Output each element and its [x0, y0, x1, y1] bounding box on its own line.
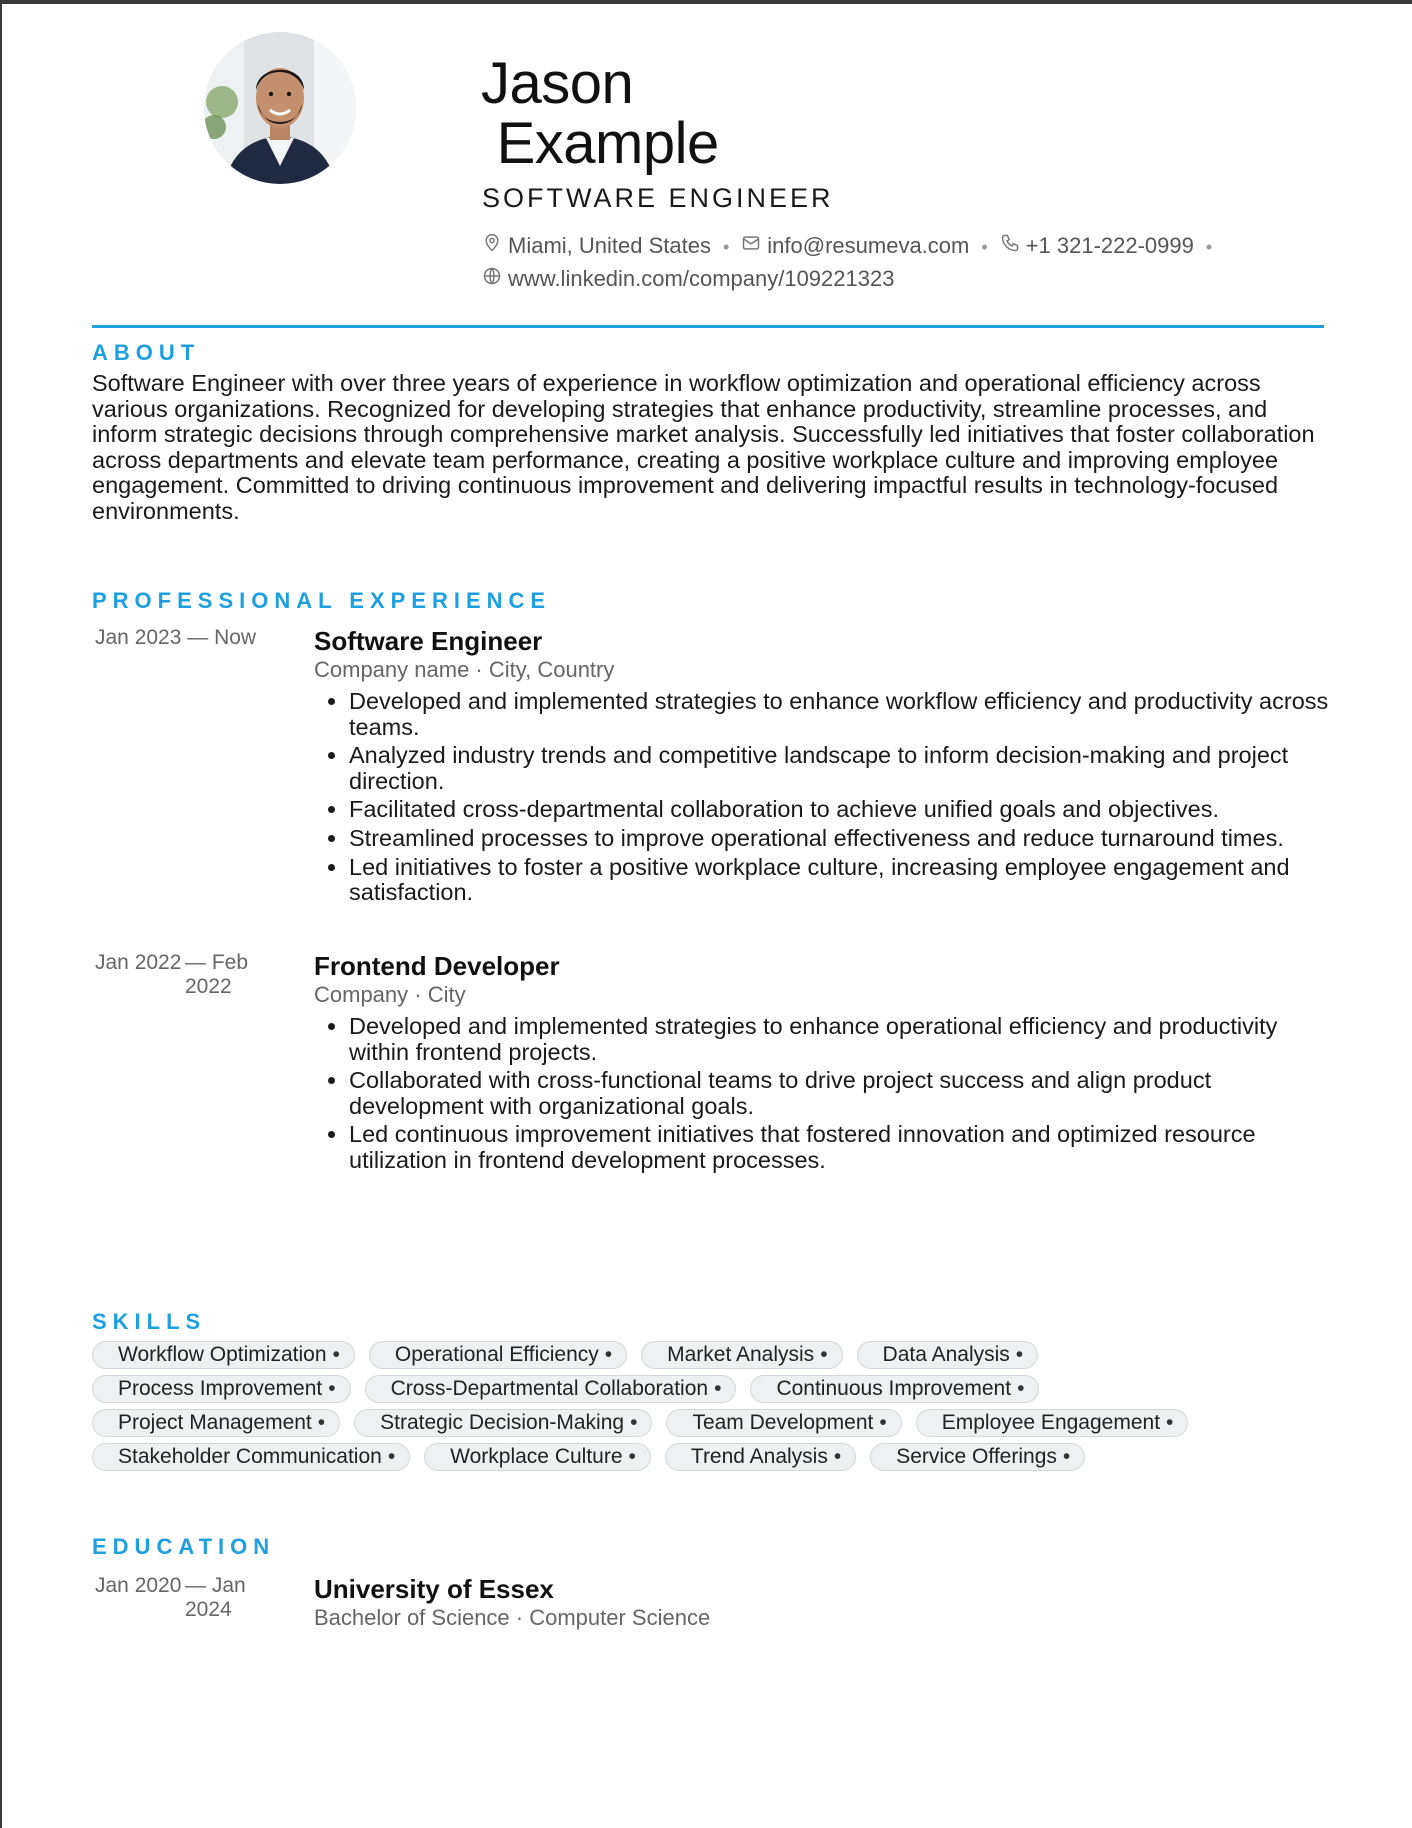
skill-separator: • — [387, 1445, 396, 1468]
skill-row — [92, 1409, 1332, 1437]
job-body — [314, 626, 1334, 909]
skill-chip — [750, 1375, 1039, 1403]
skill-separator: • — [1015, 1343, 1024, 1366]
skill-row — [92, 1443, 1332, 1471]
job-bullets — [314, 689, 1334, 906]
job-bullet: • Led continuous improvement initiatives that fostered innovation and optimized resource utilization in frontend development processes. — [349, 1122, 1334, 1173]
skill-separator: • — [714, 1377, 722, 1400]
education-heading: EDUCATION — [92, 1534, 276, 1559]
job-headline: SOFTWARE ENGINEER — [482, 183, 834, 213]
skill-chip — [365, 1375, 737, 1403]
skill-separator: • — [604, 1343, 613, 1366]
job-bullets — [314, 1014, 1334, 1174]
separator-dot: • — [1205, 237, 1213, 257]
skill-chip — [641, 1341, 842, 1369]
skill-label: Cross-Departmental Collaboration — [390, 1377, 709, 1400]
window-top-border — [0, 0, 1412, 4]
job-bullet: • Led initiatives to foster a positive workplace culture, increasing employee engagement and satisfaction. — [349, 855, 1334, 906]
job-bullet: • Facilitated cross-departmental collaboration to achieve unified goals and objectives. — [349, 797, 1334, 823]
skill-label: Market Analysis — [667, 1343, 815, 1366]
profile-photo — [204, 32, 356, 184]
skill-label: Project Management — [118, 1411, 312, 1434]
skill-chip — [870, 1443, 1085, 1471]
skill-row — [92, 1341, 1332, 1369]
date-to: — Feb 2022 — [185, 951, 249, 998]
skill-separator: • — [1017, 1377, 1025, 1400]
skill-chip — [92, 1341, 355, 1369]
skill-separator: • — [317, 1411, 326, 1434]
job-company: Company · City — [314, 982, 466, 1007]
date-from: Jan 2020 — [95, 1574, 182, 1597]
skill-chip — [665, 1443, 856, 1471]
candidate-name: Jason Example — [481, 51, 719, 176]
skill-separator: • — [833, 1445, 842, 1468]
skill-label: Trend Analysis — [690, 1445, 828, 1468]
job-bullet: • Developed and implemented strategies to enhance workflow efficiency and productivity across teams. — [349, 689, 1334, 740]
phone-icon — [1000, 230, 1020, 262]
date-to: — Jan 2024 — [185, 1574, 246, 1621]
job-bullet: • Streamlined processes to improve operational effectiveness and reduce turnaround times. — [349, 826, 1334, 852]
skill-separator: • — [1166, 1411, 1174, 1434]
skill-row — [92, 1375, 1332, 1403]
skill-label: Workflow Optimization — [118, 1343, 327, 1366]
about-text: Software Engineer with over three years of experience in workflow optimization and operational efficiency across various organizations. Recognized for developing strategies that enhance productivity, streamline processes, and inform strategic decisions through comprehensive market analysis. Successfully led initiatives that foster collaboration across departments and elevate team performance, creating a positive workplace culture and improving employee engagement. Committed to driving continuous improvement and delivering impactful results in technology-focused environments. — [92, 370, 1315, 524]
website-link[interactable]: www.linkedin.com/company/109221323 — [508, 266, 895, 291]
job-dates — [95, 951, 285, 999]
job-title: Software Engineer — [314, 626, 543, 656]
degree: Bachelor of Science · Computer Science — [314, 1605, 711, 1630]
education-dates — [95, 1574, 285, 1622]
email-link[interactable]: info@resumeva.com — [767, 233, 970, 258]
contact-website[interactable] — [482, 263, 894, 295]
skill-label: Employee Engagement — [941, 1411, 1161, 1434]
school-name: University of Essex — [314, 1574, 554, 1604]
skill-label: Operational Efficiency — [394, 1343, 599, 1366]
skill-label: Team Development — [692, 1411, 874, 1434]
education-body — [314, 1574, 1334, 1631]
about-heading: ABOUT — [92, 340, 201, 365]
skill-separator: • — [1062, 1445, 1071, 1468]
phone-link[interactable]: +1 321-222-0999 — [1025, 233, 1194, 258]
skill-label: Process Improvement — [118, 1377, 323, 1400]
map-pin-icon — [482, 230, 502, 262]
contact-phone[interactable] — [1000, 230, 1194, 262]
skill-chip — [857, 1341, 1039, 1369]
skill-chip — [354, 1409, 652, 1437]
skill-chip — [92, 1443, 410, 1471]
skill-separator: • — [630, 1411, 638, 1434]
skill-separator: • — [820, 1343, 828, 1366]
skill-chip — [916, 1409, 1189, 1437]
skill-label: Stakeholder Communication — [118, 1445, 382, 1468]
skills-heading: SKILLS — [92, 1309, 207, 1334]
skill-label: Data Analysis — [882, 1343, 1010, 1366]
skill-separator: • — [332, 1343, 340, 1366]
skill-separator: • — [879, 1411, 887, 1434]
separator-dot: • — [722, 237, 730, 257]
date-from: Jan 2022 — [95, 951, 182, 974]
job-dates: Jan 2023 — Now — [95, 626, 257, 649]
skill-separator: • — [328, 1377, 336, 1400]
skill-separator: • — [628, 1445, 636, 1468]
skill-chip — [369, 1341, 627, 1369]
skill-chip — [666, 1409, 901, 1437]
separator-dot: • — [981, 237, 988, 257]
job-title: Frontend Developer — [314, 951, 560, 981]
skills-list — [92, 1341, 1332, 1477]
globe-icon — [482, 263, 502, 295]
job-bullet: • Collaborated with cross-functional teams to drive project success and align product development with organizational goals. — [349, 1068, 1334, 1119]
contact-info — [482, 230, 1282, 295]
skill-chip — [92, 1375, 351, 1403]
job-bullet: • Analyzed industry trends and competitive landscape to inform decision-making and project direction. — [349, 743, 1334, 794]
contact-email[interactable] — [741, 230, 969, 262]
header-divider — [92, 325, 1324, 328]
contact-location — [482, 230, 711, 262]
skill-chip — [424, 1443, 651, 1471]
experience-heading: PROFESSIONAL EXPERIENCE — [92, 588, 552, 613]
job-bullet: • Developed and implemented strategies to enhance operational efficiency and productivity within frontend projects. — [349, 1014, 1334, 1065]
envelope-icon — [741, 230, 761, 262]
skill-label: Service Offerings — [896, 1445, 1057, 1468]
job-body — [314, 951, 1334, 1177]
skill-label: Strategic Decision-Making — [380, 1411, 625, 1434]
job-company: Company name · City, Country — [314, 657, 615, 682]
skill-label: Continuous Improvement — [776, 1377, 1012, 1400]
skill-chip — [92, 1409, 340, 1437]
window-left-border — [0, 0, 2, 1828]
location-text: Miami, United States — [508, 233, 711, 258]
skill-label: Workplace Culture — [450, 1445, 623, 1468]
